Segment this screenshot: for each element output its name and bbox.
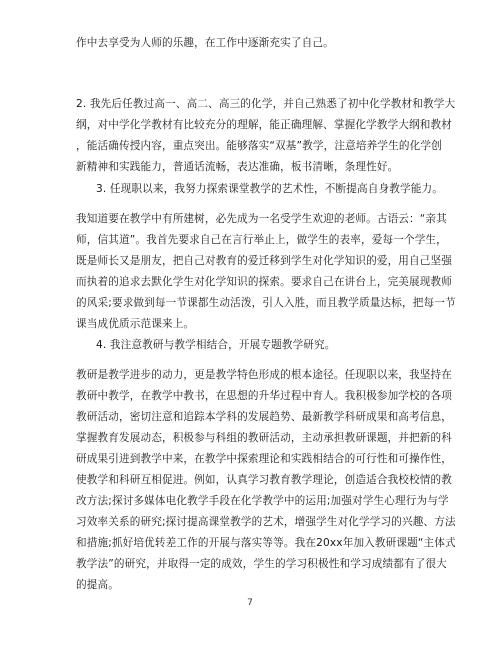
paragraph-line: 和措施;抓好培优转差工作的开展与落实等等。我在20xx年加入教研课题“主体式 — [76, 537, 456, 549]
paragraph-line: 新精神和实践能力，普通话流畅，表达准确，板书清晰，条理性好。 — [76, 161, 399, 173]
paragraph-line: 2. 我先后任教过高一、高二、高三的化学，并自己熟悉了初中化学教材和教学大 — [76, 98, 456, 110]
paragraph-line: 使教学和科研互相促进。例如，认真学习教育教学理论，创造适合我校校情的教 — [76, 474, 453, 486]
paragraph-line: 既是师长又是朋友，把自己对教育的爱迁移到学生对化学知识的爱，用自己坚强 — [76, 255, 453, 267]
paragraph-line: 教研中教学，在教学中教书，在思想的升华过程中育人。我积极参加学校的各项 — [76, 390, 453, 402]
paragraph-line: 掌握教育发展动态，积极参与科组的教研活动，主动承担教研课题，并把新的科 — [76, 432, 453, 444]
paragraph-line: 教学法”的研究，并取得一定的成效，学生的学习积极性和学习成绩都有了很大 — [76, 558, 447, 570]
paragraph-line: 我知道要在教学中有所建树，必先成为一名受学生欢迎的老师。古语云：“亲其 — [76, 213, 447, 225]
paragraph-line: 研成果引进到教学中来，在教学中探索理论和实践相结合的可行性和可操作性， — [76, 453, 453, 465]
section-heading: 3. 任现职以来，我努力探索课堂教学的艺术性，不断提高自身教学能力。 — [96, 183, 443, 195]
paragraph-line: 教研活动，密切注意和追踪本学科的发展趋势、最新教学科研成果和高考信息， — [76, 411, 453, 423]
paragraph-line: ，能活确传授内容，重点突出。能够落实“双基”教学，注意培养学生的化学创 — [76, 140, 442, 152]
page-number: 7 — [247, 598, 253, 608]
paragraph-line: 改方法;探讨多媒体电化教学手段在化学教学中的运用;加强对学生心理行为与学 — [76, 495, 449, 507]
paragraph-line: 课当成优质示范课来上。 — [76, 318, 195, 330]
paragraph-line: 而执着的追求去默化学生对化学知识的探索。要求自己在讲台上，完美展现教师 — [76, 276, 453, 288]
paragraph-line: 纲，对中学化学教材有比较充分的理解，能正确理解、掌握化学教学大纲和教材 — [76, 119, 453, 131]
paragraph-line: 作中去享受为人师的乐趣，在工作中逐渐充实了自己。 — [76, 37, 334, 49]
paragraph-line: 教研是教学进步的动力，更是教学特色形成的根本途径。任现职以来，我坚持在 — [76, 369, 453, 381]
paragraph-line: 习效率关系的研究;探讨提高课堂教学的艺术，增强学生对化学学习的兴趣、方法 — [76, 516, 456, 528]
section-heading: 4. 我注意教研与教学相结合，开展专题教学研究。 — [96, 339, 336, 351]
paragraph-line: 的风采;要求做到每一节课都生动活泼，引人入胜，而且教学质量达标，把每一节 — [76, 297, 456, 309]
paragraph-line: 的提高。 — [76, 579, 119, 591]
paragraph-line: 师，信其道”。我首先要求自己在言行举止上，做学生的表率，爱每一个学生， — [76, 234, 447, 246]
